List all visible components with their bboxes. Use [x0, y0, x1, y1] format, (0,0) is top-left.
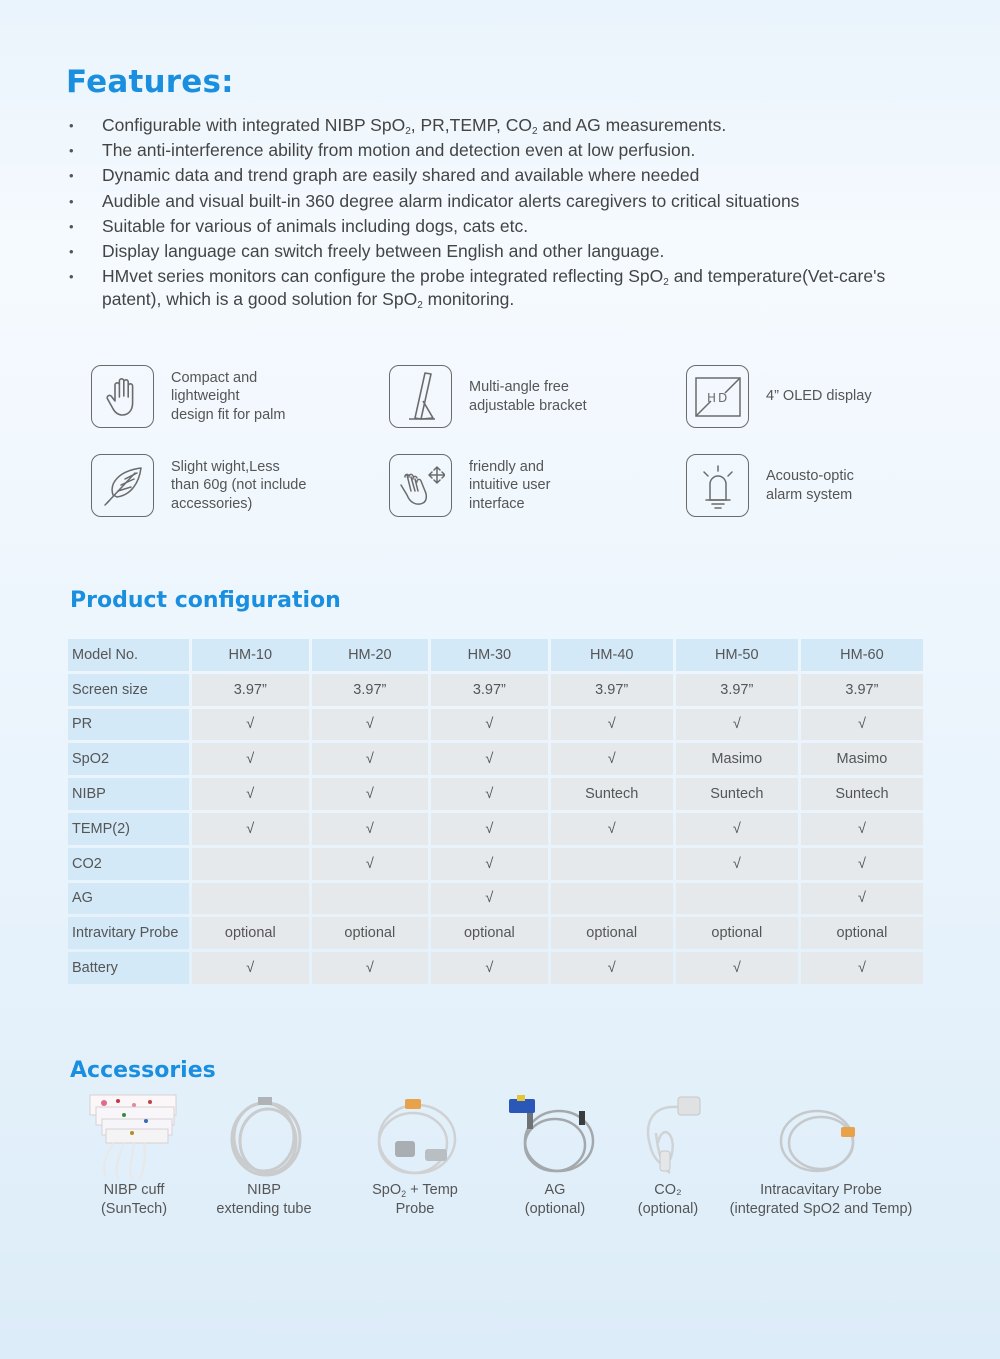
- table-cell: √: [431, 952, 548, 984]
- co2-sensor-image: [628, 1093, 708, 1181]
- table-cell: HM-20: [312, 639, 429, 671]
- table-cell: √: [312, 813, 429, 845]
- table-cell: HM-50: [676, 639, 798, 671]
- table-row: [68, 917, 923, 949]
- table-cell: √: [551, 743, 673, 775]
- table-cell: 3.97”: [676, 674, 798, 706]
- acc-label-line1: NIBP: [247, 1182, 281, 1198]
- table-cell: [551, 848, 673, 880]
- table-row: [68, 743, 923, 775]
- table-cell: √: [312, 778, 429, 810]
- spo2-temp-probe-image: [365, 1093, 465, 1181]
- row-label: Screen size: [68, 674, 189, 706]
- table-cell: [551, 883, 673, 915]
- table-cell: [192, 883, 309, 915]
- table-cell: √: [801, 952, 923, 984]
- table-cell: optional: [312, 917, 429, 949]
- acc-label-line2: (optional): [524, 1201, 586, 1217]
- highlight-alarm: Acousto-optic alarm system: [686, 454, 854, 517]
- acc-label-line1: AG: [544, 1182, 566, 1198]
- table-cell: √: [801, 848, 923, 880]
- table-cell: [312, 883, 429, 915]
- table-cell: √: [431, 709, 548, 741]
- table-row: [68, 848, 923, 880]
- table-row: [68, 709, 923, 741]
- table-cell: Suntech: [551, 778, 673, 810]
- accessory-spo2-temp-probe: [355, 1093, 475, 1219]
- highlight-display: HD 4” OLED display: [686, 365, 872, 428]
- row-label: PR: [68, 709, 189, 741]
- acc-label-line1: CO₂: [654, 1182, 682, 1198]
- highlight-compact: Compact and lightweight design fit for palm: [91, 365, 285, 428]
- acc-label-line2: Probe: [395, 1201, 435, 1217]
- features-list: [66, 114, 916, 313]
- table-cell: HM-30: [431, 639, 548, 671]
- highlight-weight: Slight wight,Less than 60g (not include accessories): [91, 454, 306, 517]
- hd-display-icon: [686, 365, 749, 428]
- row-label: SpO2: [68, 743, 189, 775]
- acc-label-line2: extending tube: [216, 1201, 312, 1217]
- table-cell: √: [551, 813, 673, 845]
- accessory-intracavitary-probe: [716, 1093, 926, 1219]
- table-cell: HM-10: [192, 639, 309, 671]
- table-header-row: [68, 639, 923, 671]
- table-cell: Masimo: [676, 743, 798, 775]
- feature-item: • Suitable for various of animals including dogs, cats etc.: [66, 215, 916, 238]
- row-label: Intravitary Probe: [68, 917, 189, 949]
- table-cell: 3.97”: [801, 674, 923, 706]
- row-label: CO2: [68, 848, 189, 880]
- alarm-light-icon: [686, 454, 749, 517]
- table-cell: √: [551, 709, 673, 741]
- table-cell: √: [676, 848, 798, 880]
- table-cell: √: [801, 883, 923, 915]
- table-cell: √: [312, 743, 429, 775]
- acc-label-line1: SpO$_2$ + Temp: [372, 1182, 458, 1199]
- table-cell: √: [676, 952, 798, 984]
- highlight-bracket: Multi-angle free adjustable bracket: [389, 365, 587, 428]
- table-cell: 3.97”: [431, 674, 548, 706]
- feature-item: • Dynamic data and trend graph are easily shared and available where needed: [66, 164, 916, 187]
- bracket-stand-icon: [389, 365, 452, 428]
- table-cell: 3.97”: [551, 674, 673, 706]
- table-cell: [192, 848, 309, 880]
- table-row: [68, 813, 923, 845]
- table-cell: √: [192, 813, 309, 845]
- table-cell: HM-60: [801, 639, 923, 671]
- table-cell: √: [551, 952, 673, 984]
- acc-label-line2: (SunTech): [100, 1201, 168, 1217]
- feature-item: • The anti-interference ability from motion and detection even at low perfusion.: [66, 139, 916, 162]
- accessory-co2: [628, 1093, 708, 1219]
- table-cell: √: [431, 813, 548, 845]
- table-cell: optional: [431, 917, 548, 949]
- table-cell: √: [192, 778, 309, 810]
- acc-label-line1: NIBP cuff: [103, 1182, 165, 1198]
- row-label: AG: [68, 883, 189, 915]
- acc-label-line2: (integrated SpO2 and Temp): [729, 1201, 913, 1217]
- table-cell: √: [192, 743, 309, 775]
- table-cell: √: [676, 709, 798, 741]
- table-cell: 3.97”: [192, 674, 309, 706]
- hand-palm-icon: [91, 365, 154, 428]
- table-cell: Suntech: [801, 778, 923, 810]
- table-row: [68, 778, 923, 810]
- table-row: [68, 674, 923, 706]
- highlight-interface: friendly and intuitive user interface: [389, 454, 550, 517]
- table-cell: √: [431, 883, 548, 915]
- table-cell: √: [801, 813, 923, 845]
- acc-label-line2: (optional): [637, 1201, 699, 1217]
- table-cell: optional: [192, 917, 309, 949]
- accessories-title: Accessories: [70, 1058, 216, 1083]
- nibp-cuff-image: [84, 1093, 184, 1181]
- table-cell: optional: [676, 917, 798, 949]
- row-label: Battery: [68, 952, 189, 984]
- table-cell: [676, 883, 798, 915]
- table-cell: optional: [551, 917, 673, 949]
- feature-item: • Configurable with integrated NIBP SpO$_2$, PR,TEMP, $CO_2$ and AG measurements.: [66, 114, 916, 137]
- feather-icon: [91, 454, 154, 517]
- table-cell: √: [801, 709, 923, 741]
- ag-sensor-image: [505, 1093, 605, 1181]
- table-row: [68, 952, 923, 984]
- accessory-nibp-tube: [204, 1093, 324, 1219]
- feature-item: • HMvet series monitors can configure the probe integrated reflecting SpO$_2$ and temperature(Vet-care's patent), which is a good solution for SpO$_2$ monitoring.: [66, 265, 916, 311]
- row-label: NIBP: [68, 778, 189, 810]
- table-cell: √: [192, 952, 309, 984]
- table-cell: optional: [801, 917, 923, 949]
- config-title: Product configuration: [70, 588, 341, 613]
- table-cell: √: [192, 709, 309, 741]
- extending-tube-image: [214, 1093, 314, 1181]
- table-cell: HM-40: [551, 639, 673, 671]
- config-table: [65, 636, 926, 987]
- hd-label: HD: [706, 390, 729, 405]
- touch-gesture-icon: [389, 454, 452, 517]
- table-cell: Suntech: [676, 778, 798, 810]
- accessory-ag: [495, 1093, 615, 1219]
- intracavitary-probe-image: [771, 1093, 871, 1181]
- accessory-nibp-cuff: [84, 1093, 184, 1219]
- table-cell: √: [312, 709, 429, 741]
- feature-item: • Display language can switch freely between English and other language.: [66, 240, 916, 263]
- table-cell: √: [431, 778, 548, 810]
- feature-item: • Audible and visual built-in 360 degree alarm indicator alerts caregivers to critical situations: [66, 190, 916, 213]
- table-cell: √: [431, 743, 548, 775]
- table-cell: Masimo: [801, 743, 923, 775]
- table-row: [68, 883, 923, 915]
- features-title: Features:: [66, 64, 234, 100]
- row-label: Model No.: [68, 639, 189, 671]
- table-cell: √: [312, 848, 429, 880]
- table-cell: 3.97”: [312, 674, 429, 706]
- table-cell: √: [676, 813, 798, 845]
- row-label: TEMP(2): [68, 813, 189, 845]
- table-cell: √: [431, 848, 548, 880]
- table-cell: √: [312, 952, 429, 984]
- acc-label-line1: Intracavitary Probe: [760, 1182, 882, 1198]
